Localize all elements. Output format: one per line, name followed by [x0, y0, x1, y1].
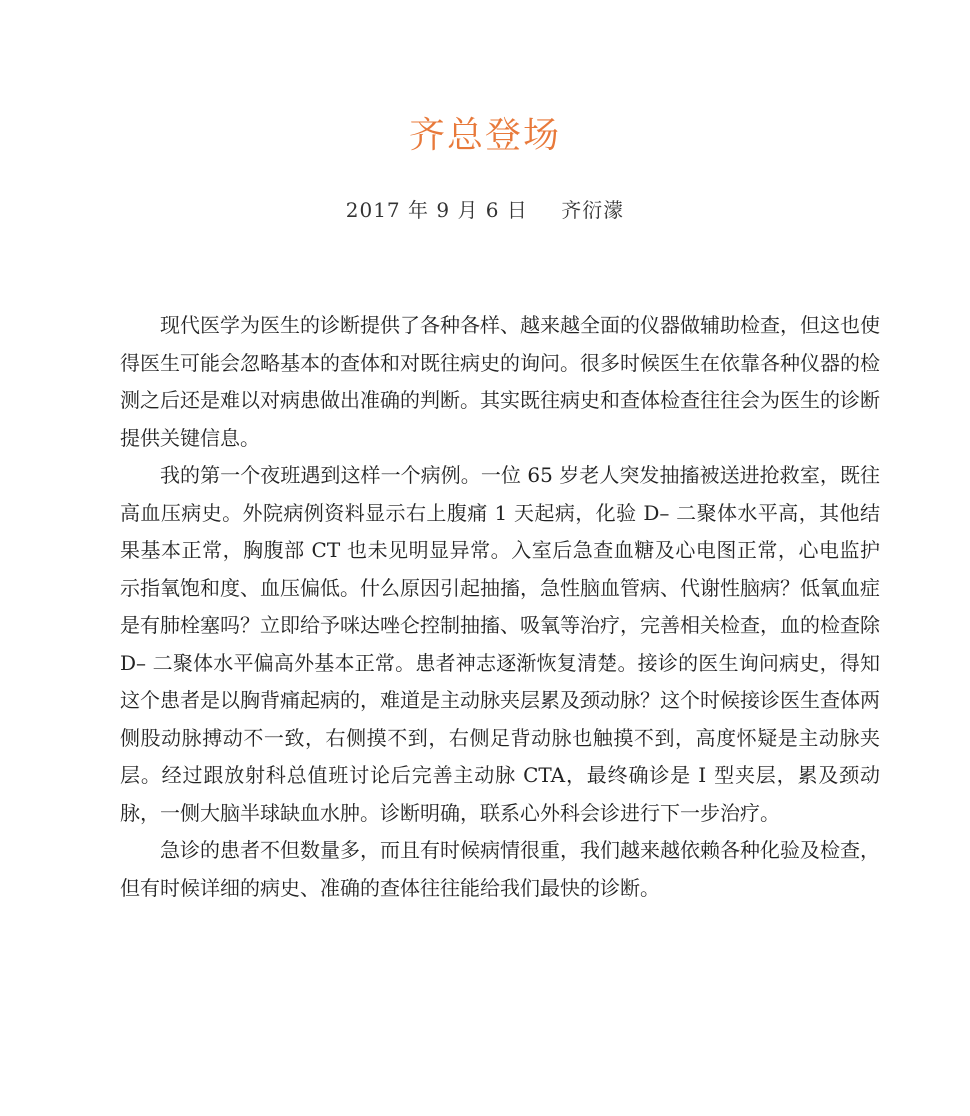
article-author: 齐衍濛: [561, 198, 625, 222]
article-date: 2017 年 9 月 6 日: [345, 198, 528, 222]
paragraph: 现代医学为医生的诊断提供了各种各样、越来越全面的仪器做辅助检查，但这也使得医生可能会忽略基本的查体和对既往病史的询问。很多时候医生在依靠各种仪器的检测之后还是难以对病患做出准确的判断。其实既往病史和查体检查往往会为医生的诊断提供关键信息。: [120, 313, 880, 450]
article-title: 齐总登场: [408, 115, 561, 156]
byline: [0, 194, 970, 226]
paragraph: 我的第一个夜班遇到这样一个病例。一位 65 岁老人突发抽搐被送进抢救室，既往高血压病史。外院病例资料显示右上腹痛 1 天起病，化验 D– 二聚体水平高，其他结果基本正常，胸腹部 CT 也未见明显异常。入室后急查血糖及心电图正常，心电监护示指氧饱和度、血压偏低。什么原因引起抽搐，急性脑血管病、代谢性脑病？低氧血症是有肺栓塞吗？立即给予咪达唑仑控制抽搐、吸氧等治疗，完善相关检查，血的检查除 D– 二聚体水平偏高外基本正常。患者神志逐渐恢复清楚。接诊的医生询问病史，得知这个患者是以胸背痛起病的，难道是主动脉夹层累及颈动脉？这个时候接诊医生查体两侧股动脉搏动不一致，右侧摸不到，右侧足背动脉也触摸不到，高度怀疑是主动脉夹层。经过跟放射科总值班讨论后完善主动脉 CTA，最终确诊是 Ⅰ 型夹层，累及颈动脉，一侧大脑半球缺血水肿。诊断明确，联系心外科会诊进行下一步治疗。: [120, 463, 880, 825]
article-body: [120, 307, 880, 907]
paragraph: 急诊的患者不但数量多，而且有时候病情很重，我们越来越依赖各种化验及检查，但有时候详细的病史、准确的查体往往能给我们最快的诊断。: [120, 838, 880, 900]
